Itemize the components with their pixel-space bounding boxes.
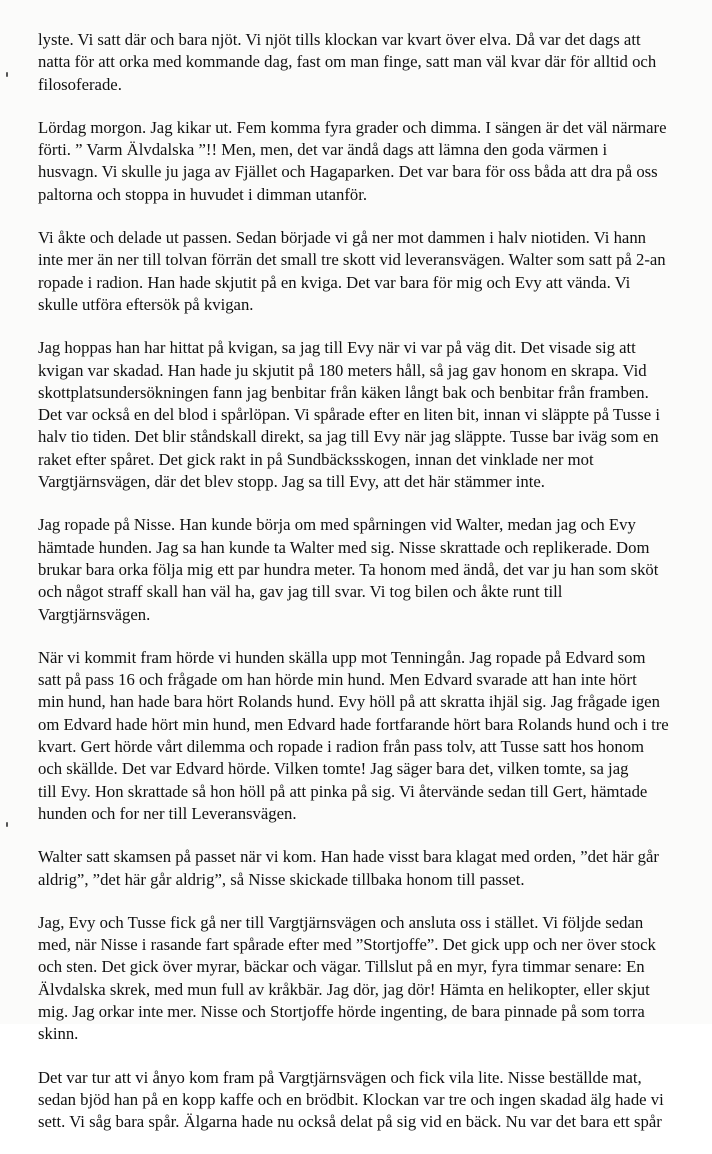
text-line: sedan bjöd han på en kopp kaffe och en brödbit. Klockan var tre och ingen skadad älg hade vi (38, 1089, 664, 1109)
text-line: kvigan var skadad. Han hade ju skjutit på 180 meters håll, så jag gav honom en skrapa. Vid (38, 360, 647, 380)
text-line: husvagn. Vi skulle ju jaga av Fjället och Hagaparken. Det var bara för oss båda att dra på oss (38, 162, 658, 182)
text-line: satt på pass 16 och frågade om han hörde min hund. Men Edvard svarade att han inte hört (38, 670, 637, 690)
paragraph (38, 1067, 688, 1134)
text-line: Älvdalska skrek, med mun full av kråkbär. Jag dör, jag dör! Hämta en helikopter, eller skjut (38, 979, 650, 999)
document-body (38, 29, 688, 1154)
text-line: natta för att orka med kommande dag, fast om man finge, satt man väl kvar där för alltid och (38, 52, 657, 72)
text-line: och sten. Det gick över myrar, bäckar och vägar. Tillslut på en myr, fyra timmar senare: En (38, 957, 645, 977)
text-line: om Edvard hade hört min hund, men Edvard hade fortfarande hört bara Rolands hund och i tre (38, 714, 669, 734)
text-line: till Evy. Hon skrattade så hon höll på att pinka på sig. Vi återvände sedan till Gert, hämtade (38, 781, 648, 801)
text-line: aldrig”, ”det här går aldrig”, så Nisse skickade tillbaka honom till passet. (38, 869, 525, 889)
text-line: sett. Vi såg bara spår. Älgarna hade nu också delat på sig vid en bäck. Nu var det bara ett spår (38, 1112, 662, 1132)
text-line: Vi åkte och delade ut passen. Sedan började vi gå ner mot dammen i halv niotiden. Vi hann (38, 228, 647, 248)
text-line: ropade i radion. Han hade skjutit på en kviga. Det var bara för mig och Evy att vända. Vi (38, 272, 631, 292)
text-line: skinn. (38, 1024, 79, 1044)
text-line: och skällde. Det var Edvard hörde. Vilken tomte! Jag säger bara det, vilken tomte, sa jag (38, 759, 629, 779)
text-line: filosoferade. (38, 74, 122, 94)
margin-speck (6, 822, 8, 827)
paragraph (38, 117, 688, 206)
text-line: När vi kommit fram hörde vi hunden skälla upp mot Tenningån. Jag ropade på Edvard som (38, 647, 646, 667)
text-line: med, när Nisse i rasande fart spårade efter med ”Stortjoffe”. Det gick upp och ner över stock (38, 935, 656, 955)
text-line: raket efter spåret. Det gick rakt in på Sundbäcksskogen, innan det vinklade ner mot (38, 449, 594, 469)
text-line: mig. Jag orkar inte mer. Nisse och Stortjoffe hörde ingenting, de bara pinnade på som torra (38, 1001, 645, 1021)
text-line: Jag hoppas han har hittat på kvigan, sa jag till Evy när vi var på väg dit. Det visade sig att (38, 338, 636, 358)
text-line: hunden och for ner till Leveransvägen. (38, 803, 297, 823)
paragraph (38, 227, 688, 316)
text-line: och något straff skall han väl ha, gav jag till svar. Vi tog bilen och åkte runt till (38, 582, 563, 602)
text-line: Lördag morgon. Jag kikar ut. Fem komma fyra grader och dimma. I sängen är det väl närmare (38, 117, 667, 137)
text-line: Jag ropade på Nisse. Han kunde börja om med spårningen vid Walter, medan jag och Evy (38, 515, 636, 535)
paragraph (38, 337, 688, 493)
margin-speck (6, 72, 8, 77)
paragraph (38, 514, 688, 625)
text-line: halv tio tiden. Det blir ståndskall direkt, sa jag till Evy när jag släppte. Tusse bar iväg som en (38, 427, 659, 447)
text-line: Jag, Evy och Tusse fick gå ner till Vargtjärnsvägen och ansluta oss i stället. Vi följde sedan (38, 912, 644, 932)
text-line: Det var också en del blod i spårlöpan. Vi spårade efter en liten bit, innan vi släppte på Tusse i (38, 405, 661, 425)
paragraph (38, 912, 688, 1046)
text-line: paltorna och stoppa in huvudet i dimman utanför. (38, 184, 368, 204)
text-line: min hund, han hade bara hört Rolands hund. Evy höll på att skratta ihjäl sig. Jag frågade igen (38, 692, 660, 712)
text-line: brukar bara orka följa mig ett par hundra meter. Ta honom med ändå, det var ju han som sköt (38, 559, 659, 579)
text-line: förti. ” Varm Älvdalska ”!! Men, men, det var ändå dags att lämna den goda värmen i (38, 140, 608, 160)
text-line: kvart. Gert hörde vårt dilemma och ropade i radion från pass tolv, att Tusse satt hos honom (38, 737, 645, 757)
text-line: lyste. Vi satt där och bara njöt. Vi njöt tills klockan var kvart över elva. Då var det dags att (38, 30, 641, 49)
text-line: hämtade hunden. Jag sa han kunde ta Walter med sig. Nisse skrattade och replikerade. Dom (38, 537, 650, 557)
text-line: Walter satt skamsen på passet när vi kom. Han hade visst bara klagat med orden, ”det här går (38, 847, 659, 867)
text-line: Vargtjärnsvägen, där det blev stopp. Jag sa till Evy, att det här stämmer inte. (38, 472, 545, 492)
paragraph (38, 846, 688, 891)
paragraph (38, 647, 688, 825)
text-line: skottplatsundersökningen fann jag benbitar från käken långt bak och benbitar från framben. (38, 382, 649, 402)
paragraph (38, 29, 688, 96)
text-line: Det var tur att vi ånyo kom fram på Vargtjärnsvägen och fick vila lite. Nisse beställde mat, (38, 1067, 642, 1087)
text-line: inte mer än ner till tolvan förrän det small tre skott vid leveransvägen. Walter som satt på 2-an (38, 250, 666, 270)
text-line: skulle utföra eftersök på kvigan. (38, 294, 254, 314)
text-line: Vargtjärnsvägen. (38, 604, 151, 624)
